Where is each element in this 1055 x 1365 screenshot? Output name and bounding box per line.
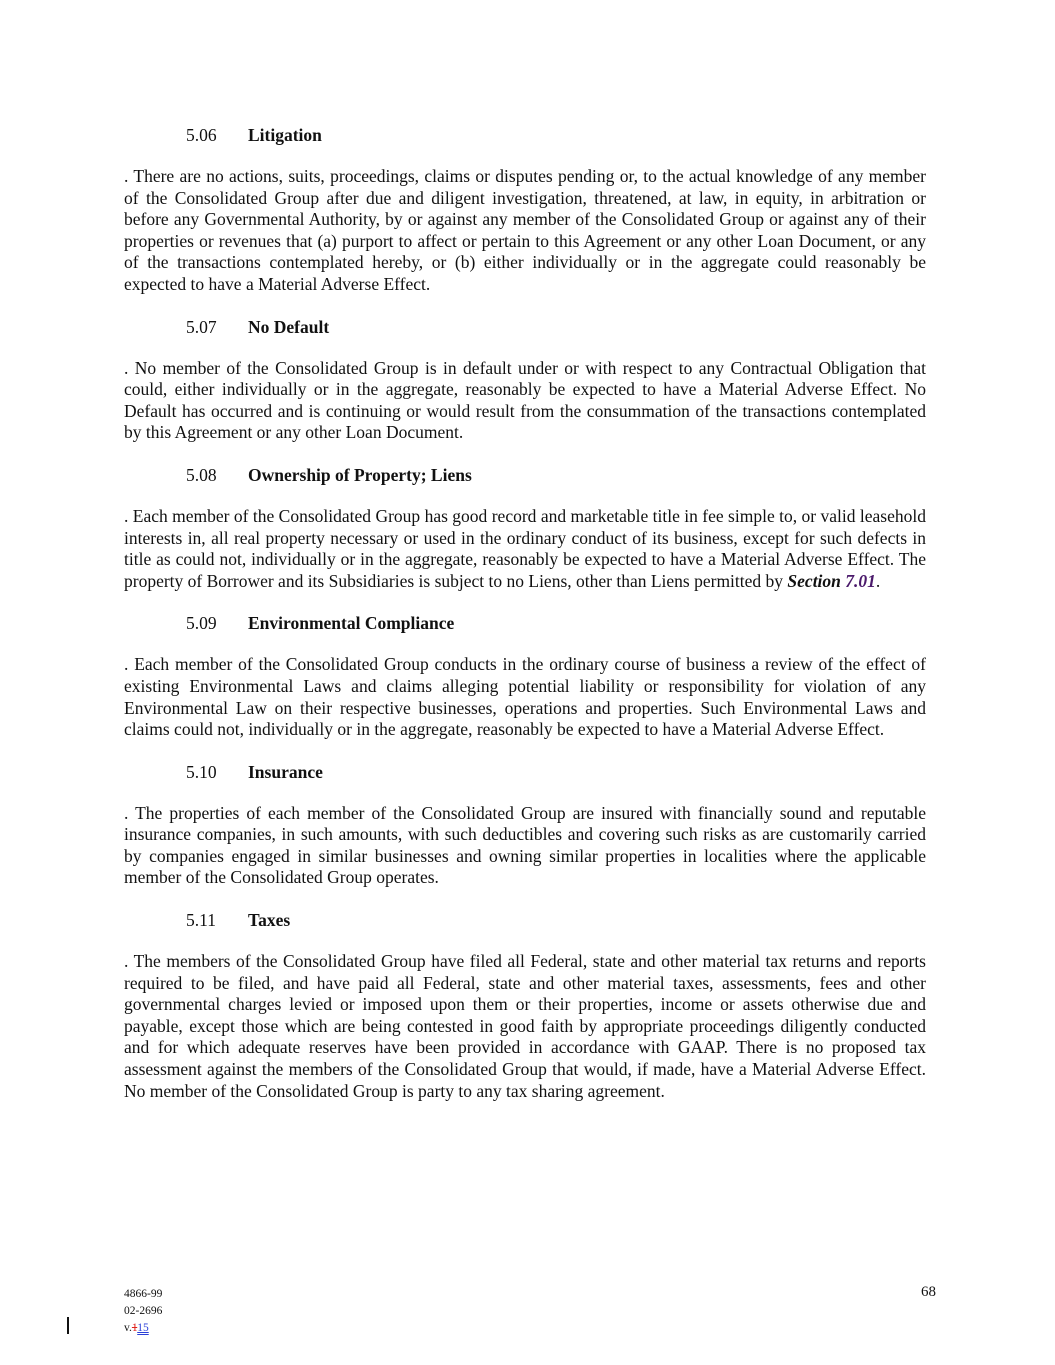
section-number: 5.09 <box>186 613 217 634</box>
doc-id-line-1: 4866-99 <box>124 1288 163 1300</box>
version-inserted: 15 <box>137 1322 149 1334</box>
version-prefix: v. <box>124 1322 132 1334</box>
version-deleted: 1 <box>131 1322 138 1334</box>
section-heading-5-09 <box>124 612 926 634</box>
section-heading-5-10 <box>124 761 926 783</box>
section-heading-5-08 <box>124 464 926 486</box>
section-body-5-11: . The members of the Consolidated Group have filed all Federal, state and other material tax returns and reports required to be filed, and have paid all Federal, state and other material taxes, assessments, fees and other governmental charges levied or imposed upon them or their properties, income or assets otherwise due and payable, except those which are being contested in good faith by appropriate proceedings diligently conducted and for which adequate reserves have been provided in accordance with GAAP. There is no proposed tax assessment against the members of the Consolidated Group that would, if made, have a Material Adverse Effect. No member of the Consolidated Group is party to any tax sharing agreement. <box>124 951 926 1101</box>
document-page <box>124 124 926 1122</box>
page-number: 68 <box>921 1284 936 1300</box>
section-heading-5-07 <box>124 316 926 338</box>
section-title: No Default <box>248 316 330 337</box>
footer-doc-id <box>124 1286 162 1337</box>
section-reference-link[interactable] <box>787 571 875 591</box>
section-title: Insurance <box>248 761 323 782</box>
reference-number: 7.01 <box>845 570 876 591</box>
section-body-5-08 <box>124 506 926 592</box>
section-number: 5.06 <box>186 125 217 145</box>
section-heading-5-06 <box>124 124 926 146</box>
section-number: 5.08 <box>186 464 217 485</box>
section-body-5-06: . There are no actions, suits, proceedings, claims or disputes pending or, to the actual knowledge of any member of the Consolidated Group after due and diligent investigation, threatened, at law, in equity, in arbitration or before any Governmental Authority, by or against any member of the Consolidated Group or against any of their properties or revenues that (a) purport to affect or pertain to this Agreement or any other Loan Document, or any of the transactions contemplated hereby, or (b) either individually or in the aggregate could reasonably be expected to have a Material Adverse Effect. <box>124 166 926 294</box>
section-number: 5.11 <box>186 910 216 931</box>
section-number: 5.07 <box>186 316 217 337</box>
section-title: Environmental Compliance <box>248 613 455 634</box>
section-body-5-07: . No member of the Consolidated Group is in default under or with respect to any Contractual Obligation that could, either individually or in the aggregate, reasonably be expected to have a Material Adverse Effect. No Default has occurred and is continuing or would result from the consummation of the transactions contemplated by this Agreement or any other Loan Document. <box>124 357 926 443</box>
doc-id-line-2: 02-2696 <box>124 1305 163 1317</box>
version-line <box>124 1320 162 1337</box>
section-body-5-09: . Each member of the Consolidated Group conducts in the ordinary course of business a review of the effect of existing Environmental Laws and claims alleging potential liability or responsibility for violation of any Environmental Law on their respective businesses, operations and properties. Such Environmental Laws and claims could not, individually or in the aggregate, reasonably be expected to have a Material Adverse Effect. <box>124 654 926 740</box>
body-text-end: . <box>875 570 881 591</box>
section-heading-5-11 <box>124 909 926 931</box>
body-text: . Each member of the Consolidated Group has good record and marketable title in fee simple to, or valid leasehold interests in, all real property necessary or used in the ordinary conduct of its business, except for such defects in title as could not, individually or in the aggregate, reasonably be expected to have a Material Adverse Effect. The property of Borrower and its Subsidiaries is subject to no Liens, other than Liens permitted by <box>124 505 926 591</box>
section-body-5-10: . The properties of each member of the Consolidated Group are insured with financially sound and reputable insurance companies, in such amounts, with such deductibles and covering such risks as are customarily carried by companies engaged in similar businesses and owning similar properties in localities where the applicable member of the Consolidated Group operates. <box>124 802 926 888</box>
section-number: 5.10 <box>186 761 217 782</box>
section-title: Litigation <box>248 125 322 145</box>
reference-word: Section <box>787 570 846 591</box>
section-title: Ownership of Property; Liens <box>248 464 472 485</box>
section-title: Taxes <box>248 910 291 931</box>
change-bar <box>67 1317 69 1334</box>
